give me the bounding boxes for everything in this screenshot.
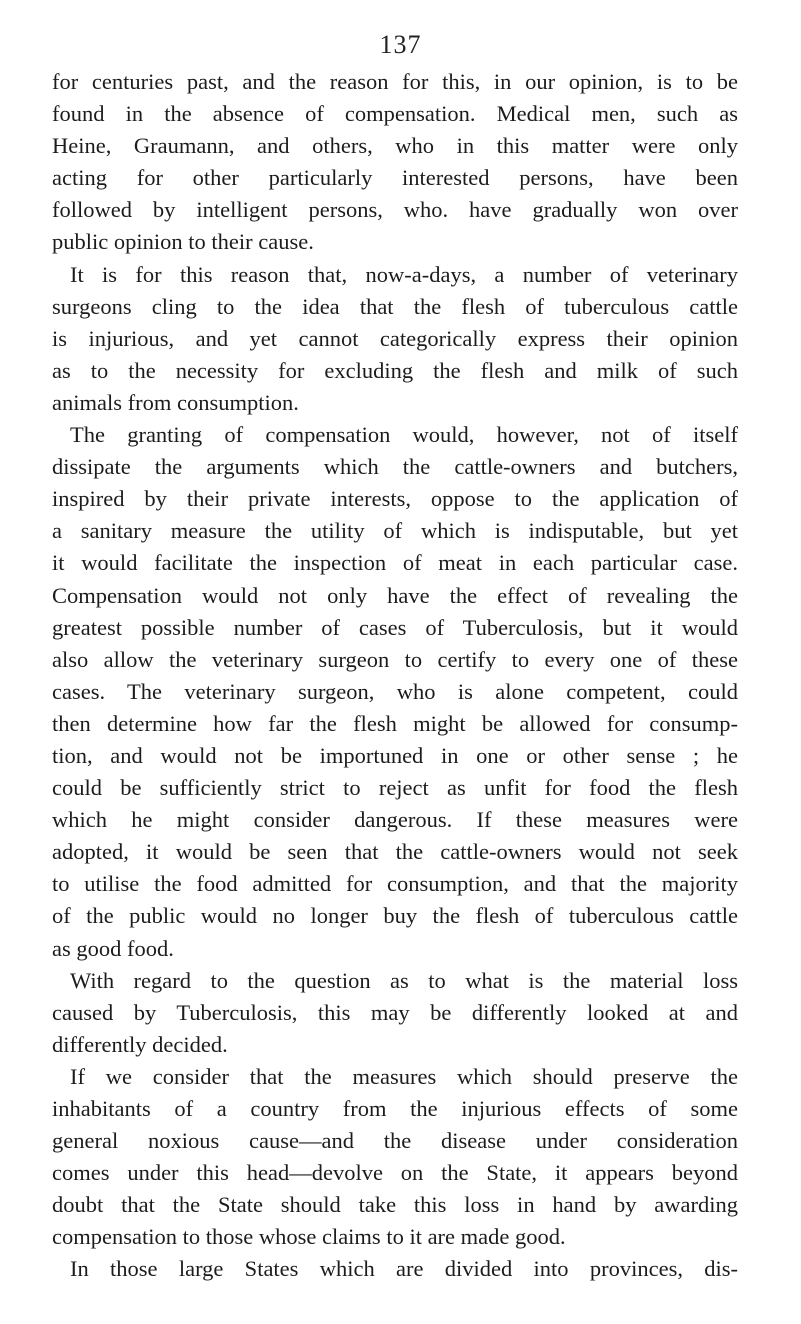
text-line: If we consider that the measures which should preserve the bbox=[70, 1063, 738, 1089]
text-line: differently decided. bbox=[52, 1031, 228, 1057]
text-line: inhabitants of a country from the injurious effects of some bbox=[52, 1096, 738, 1121]
text-line: With regard to the question as to what is the material loss bbox=[70, 967, 738, 993]
text-line: tion, and would not be importuned in one or other sense ; he bbox=[52, 742, 738, 768]
text-line: found in the absence of compensation. Medical men, such as bbox=[52, 101, 738, 127]
text-line: followed by intelligent persons, who. have gradually won over bbox=[52, 197, 738, 223]
text-line: It is for this reason that, now-a-days, a number of veterinary bbox=[70, 261, 738, 287]
text-line: The granting of compensation would, however, not of itself bbox=[70, 422, 738, 448]
text-line: it would facilitate the inspection of meat in each particular case. bbox=[52, 550, 738, 576]
text-line: greatest possible number of cases of Tuberculosis, but it would bbox=[52, 614, 738, 640]
text-line: acting for other particularly interested persons, have been bbox=[52, 165, 738, 191]
text-line: cases. The veterinary surgeon, who is alone competent, could bbox=[52, 678, 738, 704]
text-line: Compensation would not only have the effect of revealing the bbox=[52, 582, 738, 608]
text-line: public opinion to their cause. bbox=[52, 229, 314, 255]
text-line: adopted, it would be seen that the cattle-owners would not seek bbox=[52, 839, 738, 865]
text-line: Heine, Graumann, and others, who in this matter were only bbox=[52, 133, 738, 159]
text-line: to utilise the food admitted for consumption, and that the majority bbox=[52, 871, 738, 897]
text-line: compensation to those whose claims to it are made good. bbox=[52, 1224, 566, 1250]
text-line: of the public would no longer buy the flesh of tuberculous cattle bbox=[52, 903, 738, 929]
page-number: 137 bbox=[379, 30, 422, 59]
text-line: general noxious cause—and the disease under consideration bbox=[52, 1128, 738, 1154]
text-line: then determine how far the flesh might be allowed for consump- bbox=[52, 710, 738, 736]
text-line: animals from consumption. bbox=[52, 389, 299, 415]
text-line: for centuries past, and the reason for this, in our opinion, is to be bbox=[52, 69, 738, 94]
text-line: which he might consider dangerous. If these measures were bbox=[52, 807, 738, 833]
text-line: as good food. bbox=[52, 935, 174, 961]
text-line: inspired by their private interests, oppose to the application of bbox=[52, 486, 738, 512]
text-line: is injurious, and yet cannot categorically express their opinion bbox=[52, 325, 738, 351]
text-line: could be sufficiently strict to reject as unfit for food the flesh bbox=[52, 775, 738, 801]
text-line: In those large States which are divided into provinces, dis- bbox=[70, 1256, 738, 1282]
text-line: a sanitary measure the utility of which is indisputable, but yet bbox=[52, 518, 738, 544]
text-line: surgeons cling to the idea that the flesh of tuberculous cattle bbox=[52, 293, 738, 319]
text-line: caused by Tuberculosis, this may be differently looked at and bbox=[52, 999, 738, 1025]
text-line: as to the necessity for excluding the flesh and milk of such bbox=[52, 357, 738, 383]
text-line: comes under this head—devolve on the State, it appears beyond bbox=[52, 1160, 738, 1186]
text-line: doubt that the State should take this loss in hand by awarding bbox=[52, 1192, 738, 1218]
body-text bbox=[52, 66, 738, 1286]
text-line: also allow the veterinary surgeon to certify to every one of these bbox=[52, 646, 738, 672]
text-line: dissipate the arguments which the cattle-owners and butchers, bbox=[52, 454, 738, 480]
